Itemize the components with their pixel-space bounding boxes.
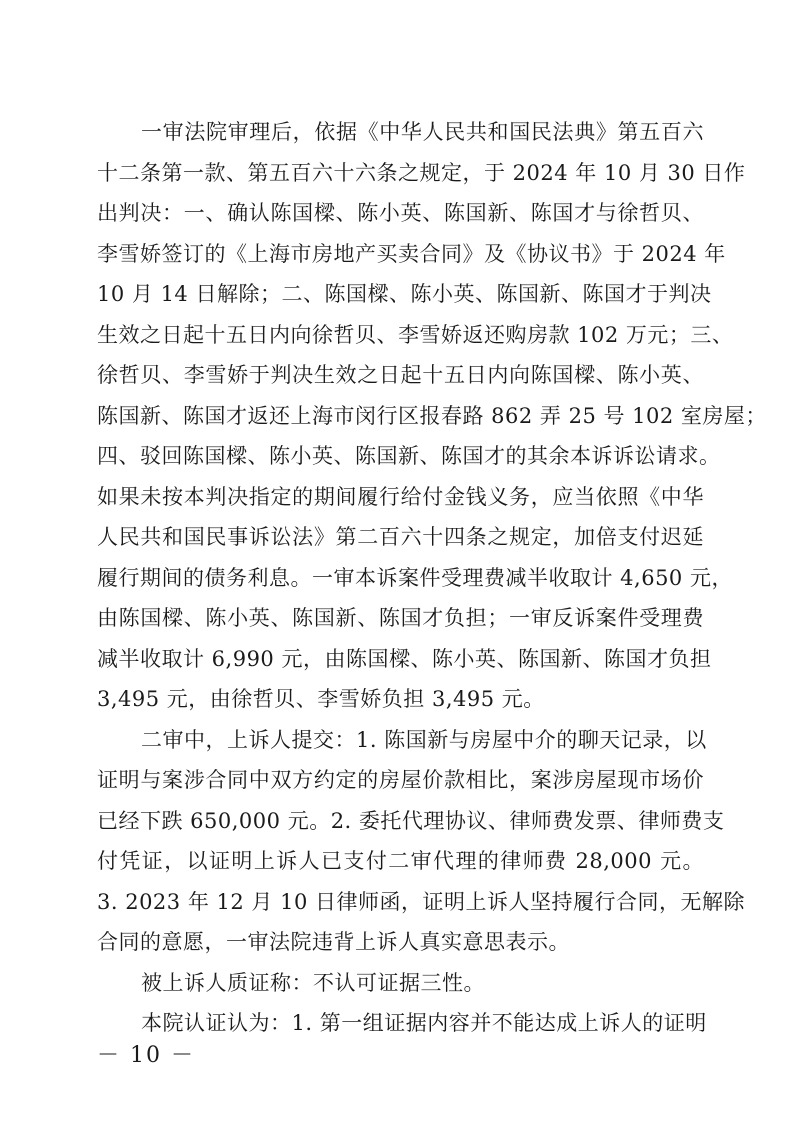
- text-line: 李雪娇签订的《上海市房地产买卖合同》及《协议书》于 2024 年: [97, 241, 726, 266]
- text-line: 一审法院审理后，依据《中华人民共和国民法典》第五百六: [141, 120, 704, 144]
- text-line: 出判决：一、确认陈国樑、陈小英、陈国新、陈国才与徐哲贝、: [97, 201, 704, 225]
- text-line: 证明与案涉合同中双方约定的房屋价款相比，案涉房屋现市场价: [97, 768, 704, 792]
- text-line: 3. 2023 年 12 月 10 日律师函，证明上诉人坚持履行合同，无解除: [97, 889, 745, 914]
- text-line: 徐哲贝、李雪娇于判决生效之日起十五日内向陈国樑、陈小英、: [97, 363, 704, 387]
- text-line: 陈国新、陈国才返还上海市闵行区报春路 862 弄 25 号 102 室房屋；: [97, 403, 767, 428]
- text-line: 如果未按本判决指定的期间履行给付金钱义务，应当依照《中华: [97, 484, 704, 509]
- paragraph-appellee-cross-examination: [97, 963, 704, 1004]
- text-line: 履行期间的债务利息。一审本诉案件受理费减半收取计 4,650 元，: [97, 565, 733, 590]
- text-line: 3,495 元，由徐哲贝、李雪娇负担 3,495 元。: [97, 687, 545, 711]
- text-line: 合同的意愿，一审法院违背上诉人真实意思表示。: [97, 930, 570, 954]
- page-number: － 10 －: [97, 1043, 195, 1068]
- text-line: 被上诉人质证称：不认可证据三性。: [141, 970, 485, 995]
- text-line: 10 月 14 日解除；二、陈国樑、陈小英、陈国新、陈国才于判决: [97, 282, 712, 306]
- document-body: [97, 112, 767, 1044]
- text-line: 二审中，上诉人提交：1. 陈国新与房屋中介的聊天记录，以: [141, 727, 707, 752]
- text-line: 已经下跌 650,000 元。2. 委托代理协议、律师费发票、律师费支: [97, 808, 725, 833]
- text-line: 本院认证认为：1. 第一组证据内容并不能达成上诉人的证明: [141, 1011, 707, 1035]
- text-line: 十二条第一款、第五百六十六条之规定，于 2024 年 10 月 30 日作: [97, 160, 746, 185]
- text-line: 生效之日起十五日内向徐哲贝、李雪娇返还购房款 102 万元；三、: [97, 322, 734, 347]
- text-line: 付凭证，以证明上诉人已支付二审代理的律师费 28,000 元。: [97, 849, 704, 873]
- text-line: 人民共和国民事诉讼法》第二百六十四条之规定，加倍支付迟延: [97, 525, 704, 549]
- text-line: 减半收取计 6,990 元，由陈国樑、陈小英、陈国新、陈国才负担: [97, 646, 712, 671]
- paragraph-first-instance-judgment: [97, 112, 767, 720]
- text-line: 四、驳回陈国樑、陈小英、陈国新、陈国才的其余本诉诉讼请求。: [97, 444, 721, 468]
- paragraph-second-instance-evidence: [97, 720, 745, 963]
- text-line: 由陈国樑、陈小英、陈国新、陈国才负担；一审反诉案件受理费: [97, 606, 704, 630]
